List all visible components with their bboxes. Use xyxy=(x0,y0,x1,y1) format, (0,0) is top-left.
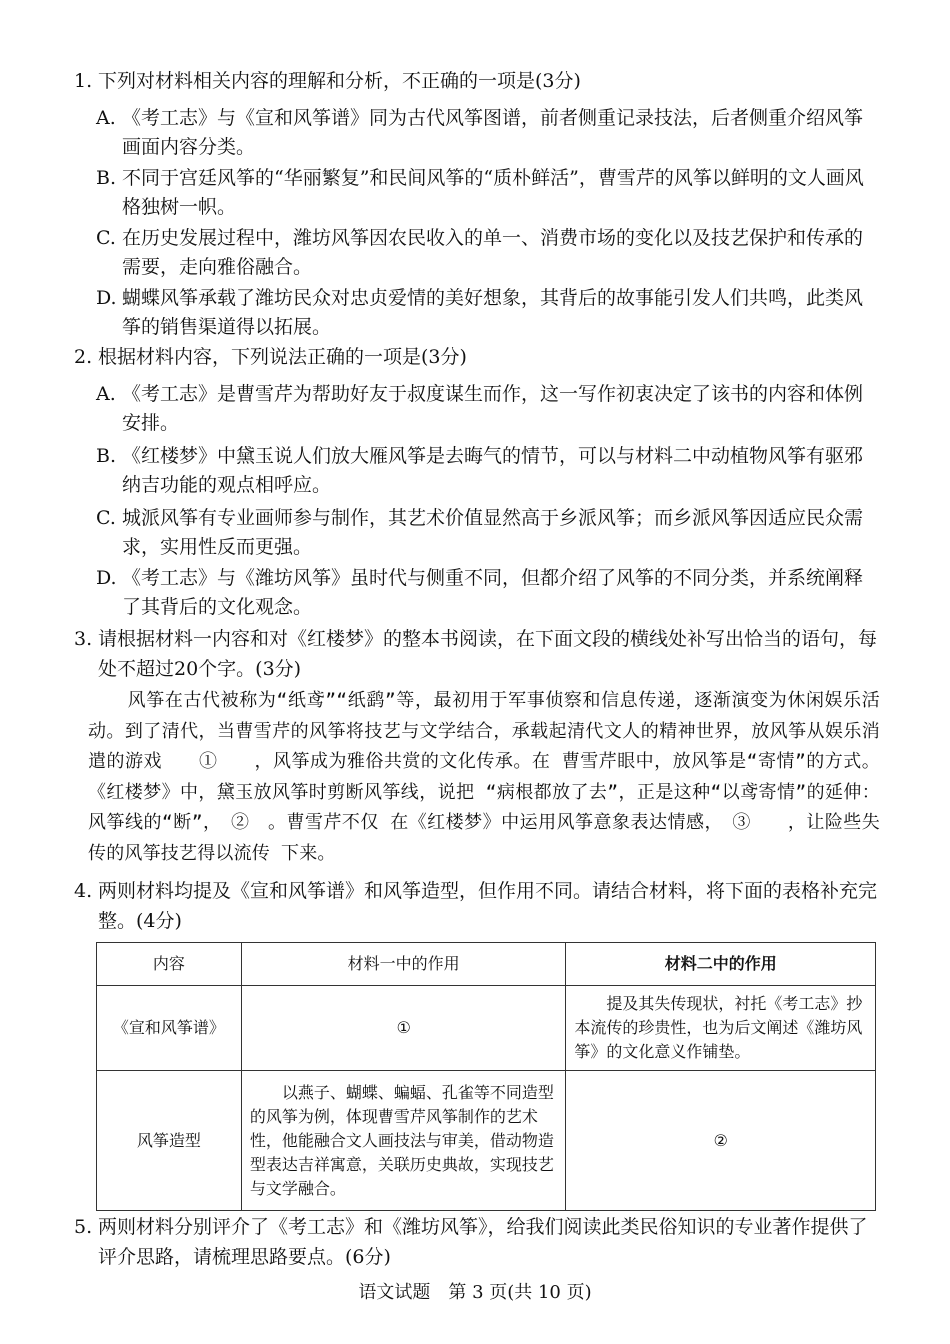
question-number: 2. xyxy=(74,346,93,368)
question-5 xyxy=(74,1212,880,1272)
question-3 xyxy=(74,624,880,684)
question-number: 1. xyxy=(74,70,93,92)
option-1a xyxy=(96,104,880,162)
option-1b xyxy=(96,164,880,222)
cell-content: 风筝造型 xyxy=(97,1071,242,1211)
passage-text: 风筝在古代被称为“纸鸢”“纸鹞”等，最初用于军事侦察和信息传递，逐渐演变为休闲娱乐活动。到了清代，当曹雪芹的风筝将技艺与文学结合，承载起清代文人的精神世界，放风筝从娱乐消遣的游戏 ① ，风筝成为雅俗共赏的文化传承。在 曹雪芹眼中，放风筝是“寄情”的方式。《红楼梦》中，黛玉放风筝时剪断风筝线，说把 “病根都放了去”，正是这种“以鸢寄情”的延伸：风筝线的“断”， ② 。曹雪芹不仅 在《红楼梦》中运用风筝意象表达情感， ③ ，让险些失传的风筝技艺得以流传 下来。 xyxy=(88,690,880,864)
option-text: 不同于宫廷风筝的“华丽繁复”和民间风筝的“质朴鲜活”，曹雪芹的风筝以鲜明的文人画风格独树一帜。 xyxy=(122,167,864,218)
question-stem: 两则材料分别评介了《考工志》和《潍坊风筝》，给我们阅读此类民俗知识的专业著作提供了评介思路，请梳理思路要点。(6分) xyxy=(98,1216,868,1268)
header-material-1: 材料一中的作用 xyxy=(241,943,566,986)
header-material-2: 材料二中的作用 xyxy=(566,943,876,986)
option-label: A. xyxy=(96,383,116,405)
option-2b xyxy=(96,442,880,500)
option-label: B. xyxy=(96,167,117,189)
option-label: B. xyxy=(96,445,117,467)
option-2c xyxy=(96,504,880,562)
question-4 xyxy=(74,876,880,936)
cell-blank-2: ② xyxy=(566,1071,876,1211)
option-text: 《红楼梦》中黛玉说人们放大雁风筝是去晦气的情节，可以与材料二中动植物风筝有驱邪纳吉功能的观点相呼应。 xyxy=(122,445,864,496)
option-text: 《考工志》是曹雪芹为帮助好友于叔度谋生而作，这一写作初衷决定了该书的内容和体例安排。 xyxy=(122,383,864,434)
option-label: C. xyxy=(96,507,116,529)
option-text: 城派风筝有专业画师参与制作，其艺术价值显然高于乡派风筝；而乡派风筝因适应民众需求，实用性反而更强。 xyxy=(122,507,864,558)
question-number: 5. xyxy=(74,1216,93,1238)
question-1 xyxy=(74,66,880,96)
fill-in-passage xyxy=(88,686,880,869)
cell-material-1: 以燕子、蝴蝶、蝙蝠、孔雀等不同造型的风筝为例，体现曹雪芹风筝制作的艺术性，他能融合文人画技法与审美，借动物造型表达吉祥寓意，关联历史典故，实现技艺与文学融合。 xyxy=(241,1071,566,1211)
option-text: 《考工志》与《潍坊风筝》虽时代与侧重不同，但都介绍了风筝的不同分类，并系统阐释了其背后的文化观念。 xyxy=(122,567,864,618)
option-2d xyxy=(96,564,880,622)
option-label: A. xyxy=(96,107,116,129)
option-text: 《考工志》与《宣和风筝谱》同为古代风筝图谱，前者侧重记录技法，后者侧重介绍风筝画面内容分类。 xyxy=(122,107,864,158)
question-stem: 请根据材料一内容和对《红楼梦》的整本书阅读，在下面文段的横线处补写出恰当的语句，每处不超过20个字。(3分) xyxy=(98,628,878,680)
option-label: C. xyxy=(96,227,116,249)
table-row xyxy=(97,986,876,1071)
page-footer: 语文试题 第 3 页(共 10 页) xyxy=(358,1282,592,1303)
question-stem: 根据材料内容，下列说法正确的一项是(3分) xyxy=(98,346,467,368)
answer-table xyxy=(96,942,876,1211)
table-row xyxy=(97,1071,876,1211)
question-stem: 下列对材料相关内容的理解和分析，不正确的一项是(3分) xyxy=(98,70,581,92)
question-number: 3. xyxy=(74,628,93,650)
option-text: 在历史发展过程中，潍坊风筝因农民收入的单一、消费市场的变化以及技艺保护和传承的需要，走向雅俗融合。 xyxy=(122,227,864,278)
question-number: 4. xyxy=(74,880,93,902)
header-content: 内容 xyxy=(97,943,242,986)
option-label: D. xyxy=(96,567,117,589)
option-1d xyxy=(96,284,880,342)
option-1c xyxy=(96,224,880,282)
question-2 xyxy=(74,342,880,372)
cell-material-2: 提及其失传现状，衬托《考工志》抄本流传的珍贵性，也为后文阐述《潍坊风筝》的文化意义作铺垫。 xyxy=(566,986,876,1071)
question-stem: 两则材料均提及《宣和风筝谱》和风筝造型，但作用不同。请结合材料，将下面的表格补充完整。(4分) xyxy=(98,880,878,932)
table-header-row xyxy=(97,943,876,986)
option-2a xyxy=(96,380,880,438)
option-label: D. xyxy=(96,287,117,309)
cell-content: 《宣和风筝谱》 xyxy=(97,986,242,1071)
cell-blank-1: ① xyxy=(241,986,566,1071)
option-text: 蝴蝶风筝承载了潍坊民众对忠贞爱情的美好想象，其背后的故事能引发人们共鸣，此类风筝的销售渠道得以拓展。 xyxy=(122,287,864,338)
